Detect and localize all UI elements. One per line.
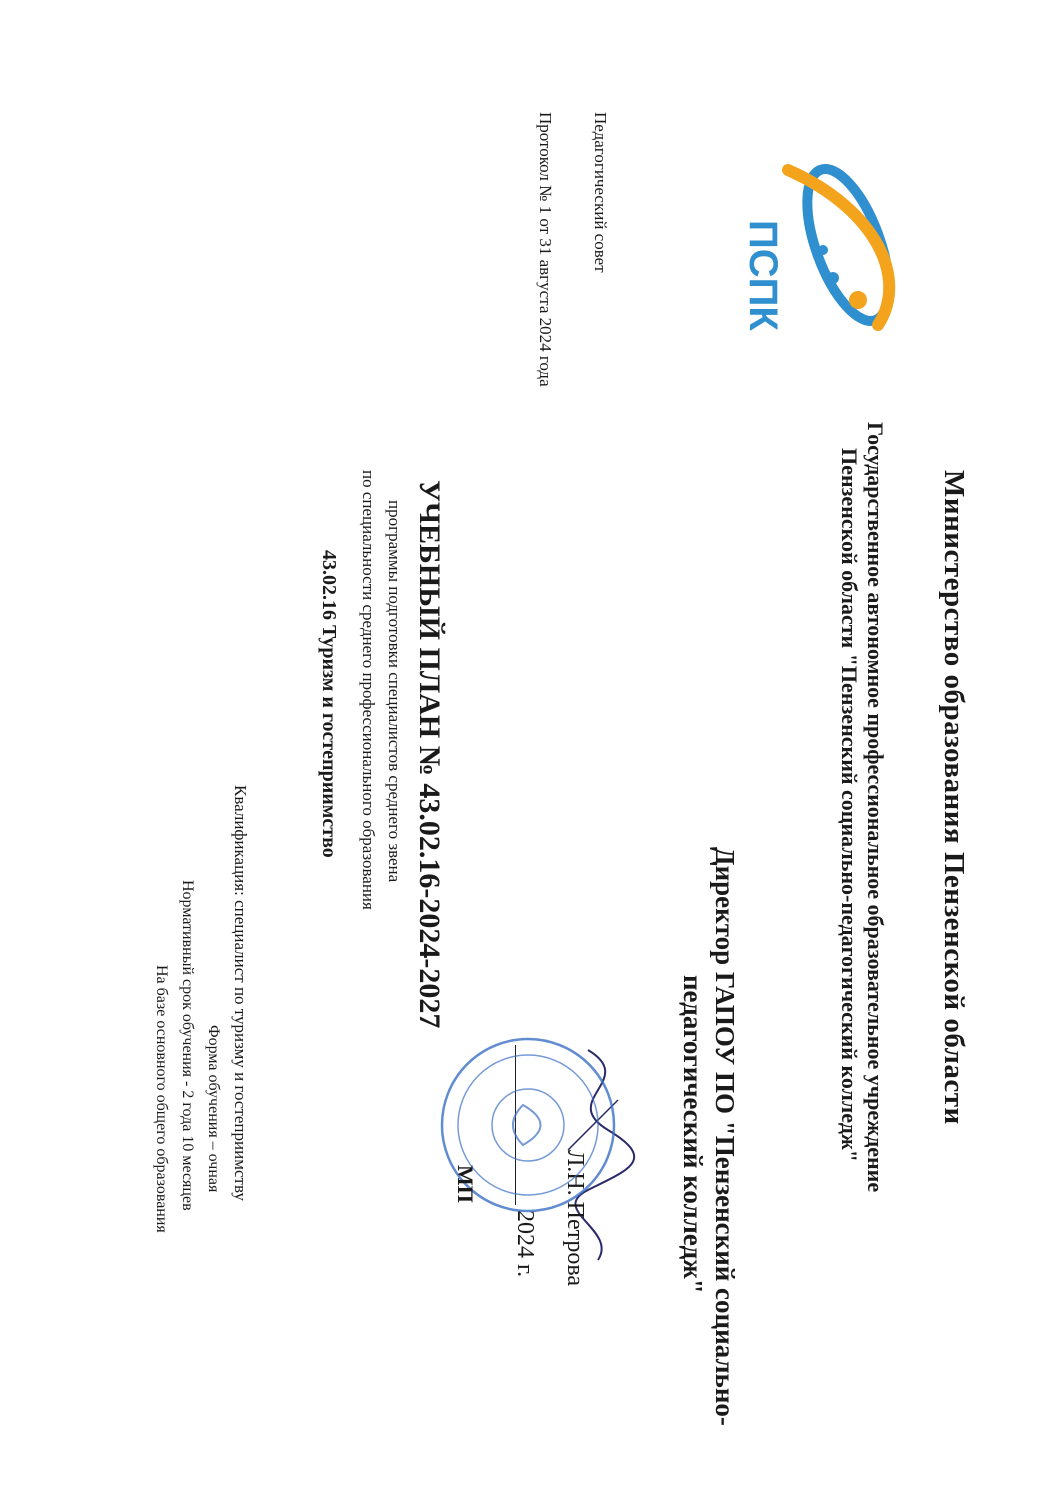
signatory-name: Л.Н. Петрова: [562, 1150, 588, 1287]
council-title: Педагогический совет: [591, 112, 610, 273]
org-line-1: Государственное автономное профессиональное образовательное учреждение: [863, 422, 888, 1193]
plan-specialty-line: по специальности среднего профессионального образования: [359, 470, 378, 910]
college-logo: [738, 150, 918, 340]
director-line-1: Директор ГАПОУ ПО "Пензенский социально-: [710, 847, 740, 1426]
plan-program: программы подготовки специалистов среднего звена: [385, 500, 404, 883]
org-line-2: Пензенской области "Пензенский социально-педагогический колледж": [837, 448, 862, 1163]
stamp-mp: МП: [453, 1165, 478, 1203]
study-form: Форма обучения – очная: [205, 1025, 222, 1193]
council-protocol: Протокол № 1 от 31 августа 2024 года: [536, 112, 555, 387]
plan-title: УЧЕБНЫЙ ПЛАН № 43.02.16-2024-2027: [413, 480, 446, 1029]
ministry-title: Министерство образования Пензенской области: [938, 470, 970, 1125]
plan-specialty-name: 43.02.16 Туризм и гостеприимство: [318, 550, 340, 858]
director-line-2: педагогический колледж": [678, 975, 708, 1294]
qualification: Квалификация: специалист по туризму и гостеприимству: [231, 785, 250, 1201]
logo-text: ПСПК: [741, 220, 785, 331]
approval-year: 2024 г.: [512, 1210, 538, 1278]
study-term: Нормативный срок обучения - 2 года 10 месяцев: [179, 880, 196, 1211]
education-base: На базе основного общего образования: [153, 965, 170, 1233]
